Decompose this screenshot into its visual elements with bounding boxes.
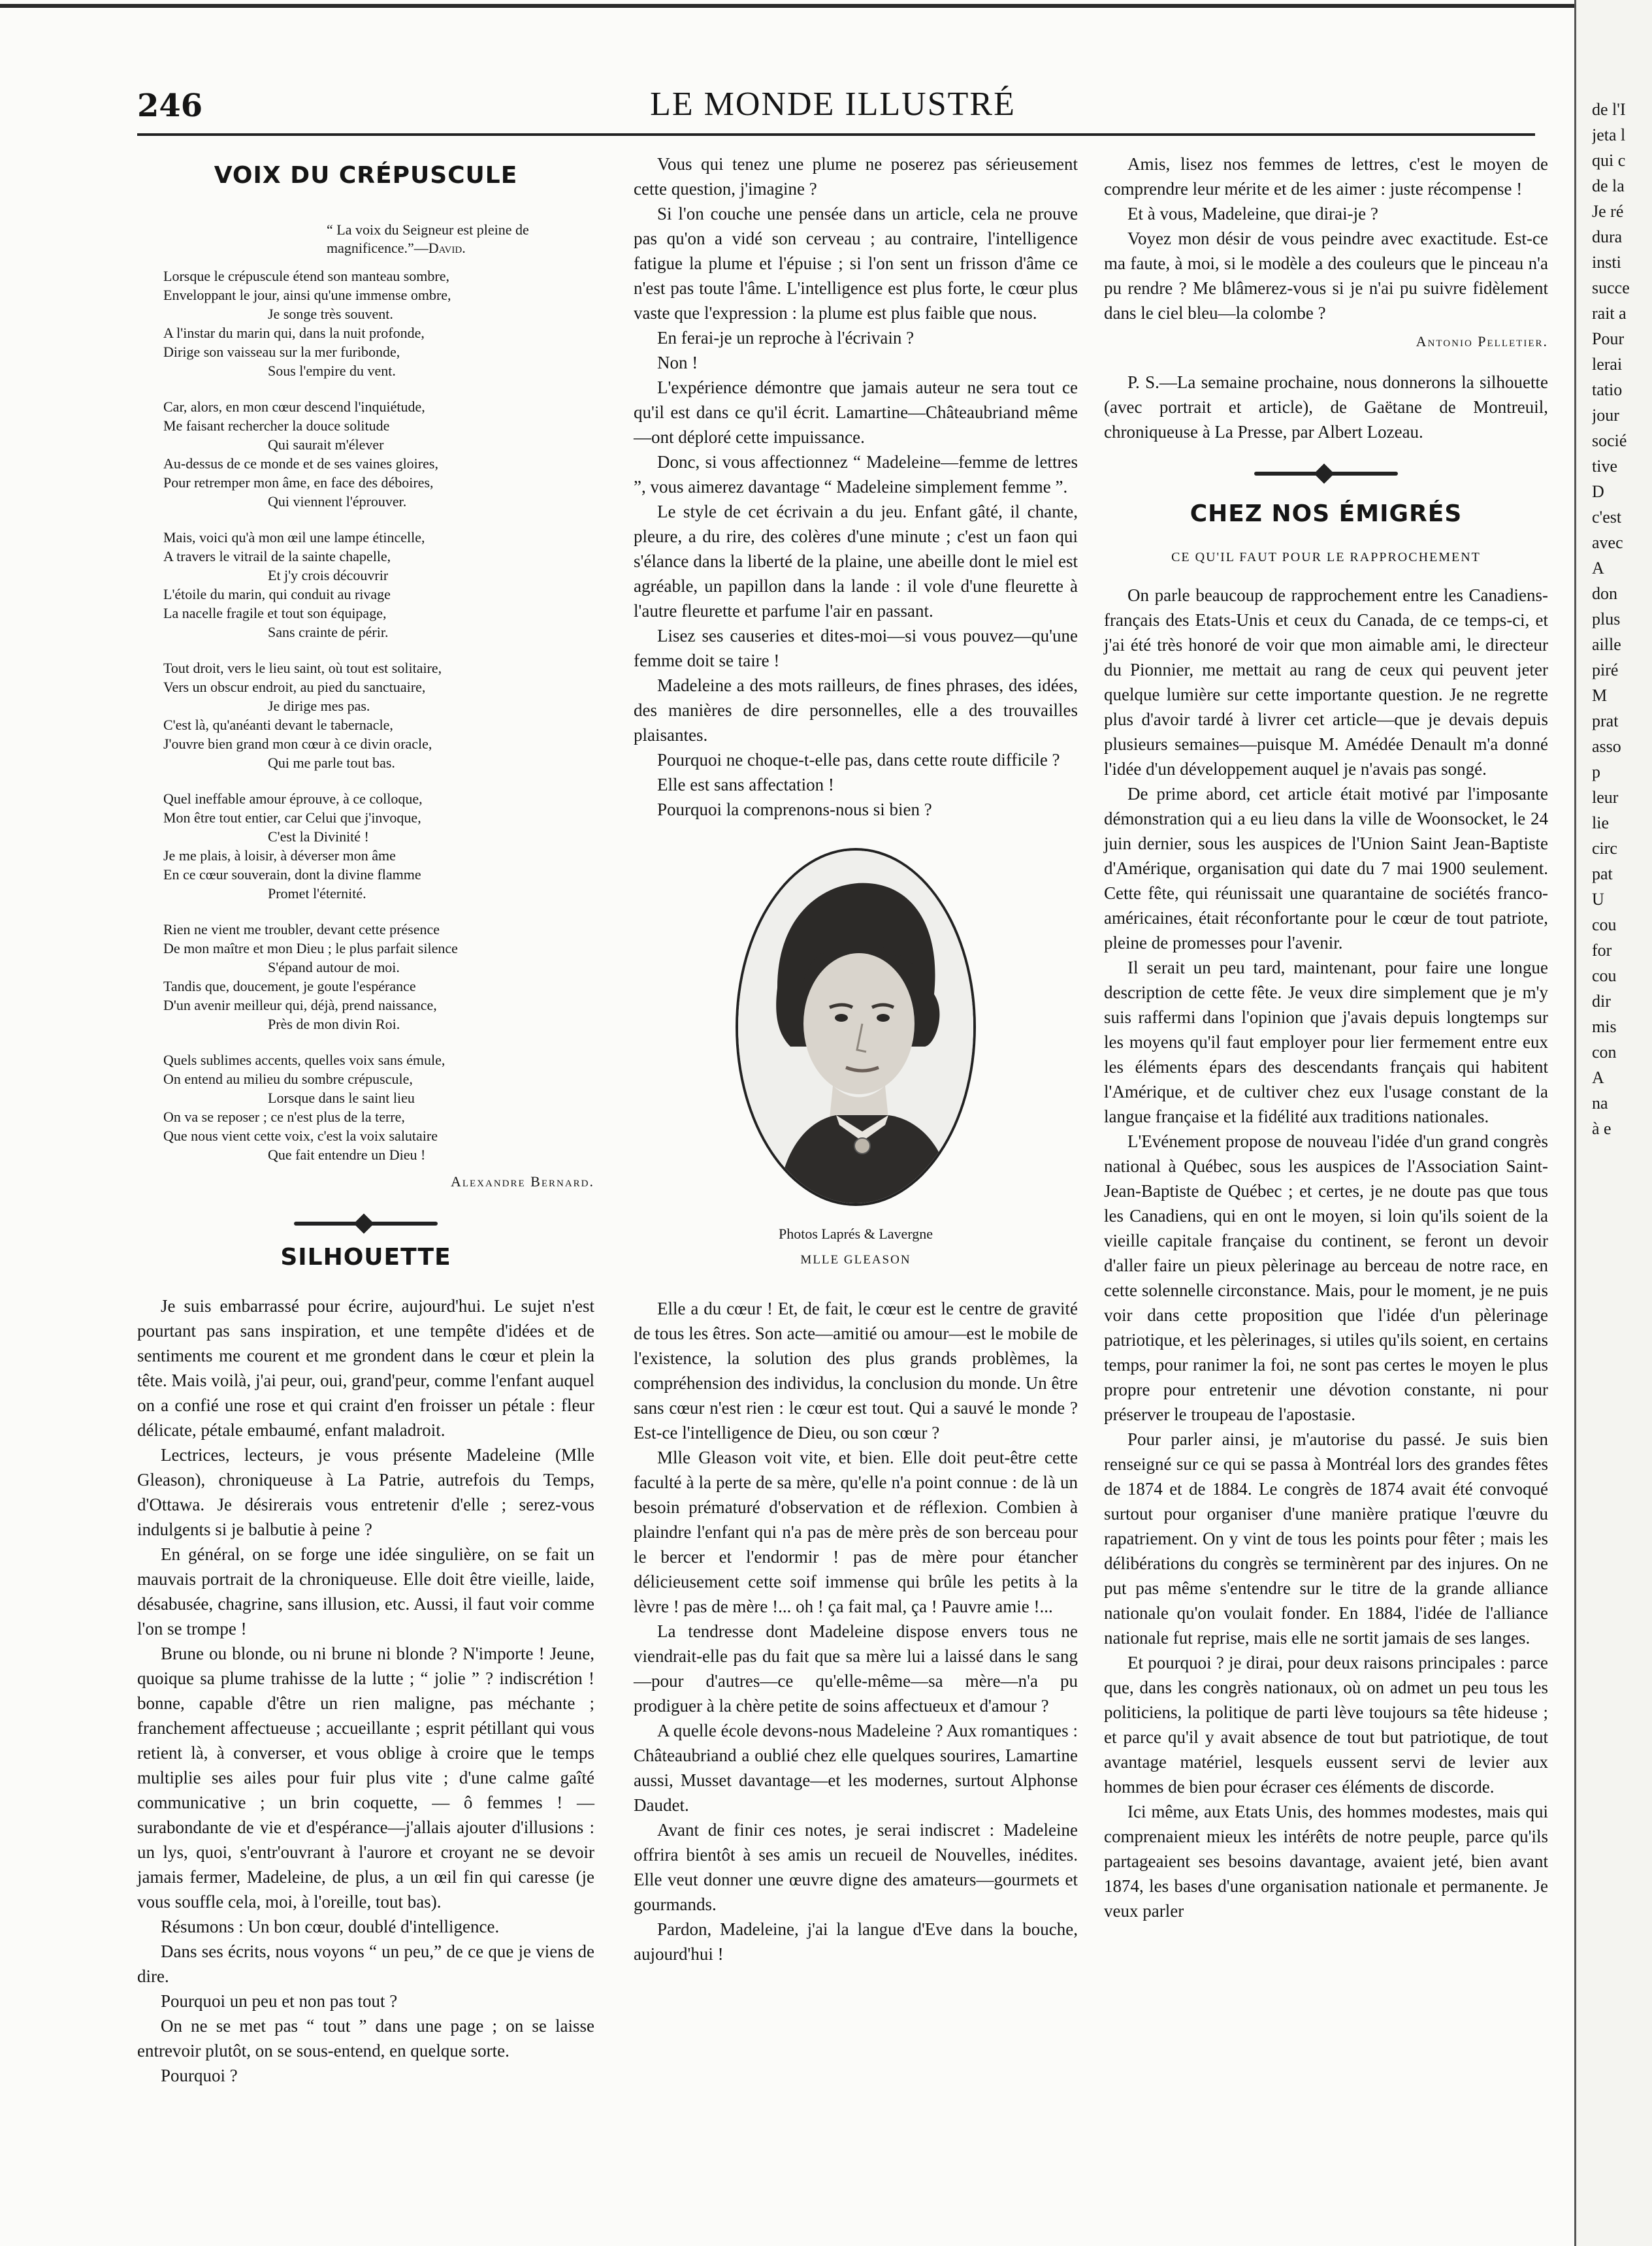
column-2: [634, 152, 1078, 1966]
poem-line: A travers le vitrail de la sainte chapelle,: [163, 548, 391, 564]
paragraph: Brune ou blonde, ou ni brune ni blonde ? N'importe ! Jeune, quoique sa plume trahisse de la lutte ; “ jolie ” ? indiscrétion ! bonne, capable d'être un rien maligne, pas méchante ; franchement affectueuse ; accueillante ; esprit pétillant qui vous retient là, à converser, et vous oblige à croire que le temps multiplie ses ailes pour fuir plus vite ; d'une calme gaîté communicative ; un brin coquette, — ô femmes ! — surabondante de vie et d'espérance—j'allais ajouter d'illusions : un lys, quoi, s'entr'ouvrant à l'aurore et croyant ne se devoir jamais fermer, Madeleine, de plus, a un œil fin qui caresse (je vous souffle cela, moi, à l'oreille, tout bas).: [137, 1644, 594, 1912]
poem-line: Qui me parle tout bas.: [268, 755, 395, 771]
fragment-line: lerai: [1592, 355, 1623, 374]
fragment-line: insti: [1592, 253, 1621, 272]
fragment-line: de la: [1592, 176, 1625, 195]
poem-line: J'ouvre bien grand mon cœur à ce divin oracle,: [163, 736, 432, 752]
fragment-line: cou: [1592, 966, 1617, 985]
poem-author: Alexandre Bernard.: [450, 1173, 594, 1190]
poem-stanza: [163, 659, 594, 772]
paragraph: On parle beaucoup de rapprochement entre les Canadiens-français des Etats-Unis et ceux du Canada, de ce temps-ci, et j'ai été très honoré de voir que mon aimable ami, le directeur du Pionnier, me mettait au rang de ceux qui peuvent jeter quelque lumière sur cette importante question. Je ne regrette plus d'avoir tardé à livrer cet article—que je devais depuis plusieurs semaines—puisque M. Amédée Denault m'a donné l'idée d'un développement auquel je n'avais pas songé.: [1104, 585, 1548, 779]
poem-line: Qui saurait m'élever: [268, 436, 384, 453]
fragment-line: Je ré: [1592, 202, 1624, 221]
poem-line: Sans crainte de périr.: [268, 624, 389, 640]
poem-stanza: [163, 1050, 594, 1164]
poem-line: Je me plais, à loisir, à déverser mon âme: [163, 847, 396, 864]
paragraph: Ici même, aux Etats Unis, des hommes modestes, mais qui comprenaient mieux les intérêts de notre peuple, parce qu'ils partageaient ses besoins davantage, avaient jeté, bien avant 1874, les bases d'une organisation nationale et permanente. Je veux parler: [1104, 1802, 1548, 1921]
fragment-line: U: [1592, 890, 1604, 909]
fragment-line: don: [1592, 584, 1617, 603]
silhouette-col1-text: [137, 1294, 594, 2088]
paragraph: L'Evénement propose de nouveau l'idée d'un grand congrès national à Québec, sous les auspices de l'Association Saint-Jean-Baptiste de Québec ; et certes, je ne doute pas que tous les Canadiens, qui en ont le moyen, si loin qu'ils soient de la vieille capitale française du continent, se feront un devoir d'aller faire un pieux pèlerinage au berceau de notre race, en cette solennelle circonstance. Mais, pour le moment, je ne puis voir dans cette proposition que l'idée d'un pèlerinage patriotique, et les pèlerinages, si utiles qu'ils soient, en certains temps, pour ranimer la foi, ne sont pas certes le moyen le plus propre pour entretenir une dévotion constante, ni pour préserver le troupeau de l'apostasie.: [1104, 1131, 1548, 1424]
fragment-line: for: [1592, 941, 1612, 960]
poem-line: C'est là, qu'anéanti devant le tabernacle,: [163, 717, 393, 733]
poem-line: Qui viennent l'éprouver.: [268, 493, 407, 510]
photo-credit: Photos Laprés & Lavergne: [778, 1226, 933, 1242]
poem-line: Que fait entendre un Dieu !: [268, 1147, 426, 1163]
poem-stanza: [163, 920, 594, 1033]
poem-line: Sous l'empire du vent.: [268, 363, 396, 379]
column-3: [1104, 152, 1548, 1923]
fragment-line: qui c: [1592, 151, 1626, 170]
paragraph: Pourquoi ?: [161, 2066, 238, 2085]
poem-stanza: [163, 267, 594, 380]
page-header: [137, 85, 1529, 131]
paragraph: On ne se met pas “ tout ” dans une page ; on se laisse entrevoir plutôt, on se sous-entend, en quelque sorte.: [137, 2016, 594, 2060]
fragment-line: succe: [1592, 278, 1630, 297]
fragment-line: leur: [1592, 788, 1619, 807]
fragment-line: A: [1592, 1068, 1604, 1087]
section-divider: [137, 1207, 594, 1232]
paragraph: En général, on se forge une idée singulière, on se fait un mauvais portrait de la chroniqueuse. Elle doit être vieille, laide, désabusée, chagrine, sans illusion, etc. Aussi, il faut voir comme l'on se trompe !: [137, 1544, 594, 1638]
fragment-line: tatio: [1592, 380, 1623, 399]
poem-line: Vers un obscur endroit, au pied du sanctuaire,: [163, 679, 426, 695]
column-1: [137, 163, 594, 2088]
photo-caption: MLLE GLEASON: [800, 1253, 911, 1267]
paragraph: Voyez mon désir de vous peindre avec exactitude. Est-ce ma faute, à moi, si le modèle a des couleurs que le pinceau n'a pu rendre ? Me blâmerez-vous si je n'ai pu suivre fidèlement dans le ciel bleu—la colombe ?: [1104, 229, 1548, 323]
silhouette-col2-continued: [634, 1296, 1078, 1966]
paragraph: Lisez ses causeries et dites-moi—si vous pouvez—qu'une femme doit se taire !: [634, 626, 1078, 670]
poem-line: Mais, voici qu'à mon œil une lampe étincelle,: [163, 529, 425, 545]
scan-edge-line: [0, 4, 1652, 8]
fragment-line: pat: [1592, 864, 1613, 883]
fragment-line: piré: [1592, 660, 1619, 679]
paragraph: Et pourquoi ? je dirai, pour deux raisons principales : parce que, dans les congrès nationaux, où on admet un peu tous les politiciens, la politique de parti lève toujours sa tête hideuse ; et parce qu'il y avait absence de tout but patriotique, de tout avantage matériel, lesquels eussent servi de levier aux hommes de bien pour écraser ces éléments de discorde.: [1104, 1653, 1548, 1797]
poem-line: Je songe très souvent.: [268, 306, 393, 322]
adjacent-page-strip: [1574, 0, 1652, 2246]
paragraph: L'expérience démontre que jamais auteur ne sera tout ce qu'il est dans ce qu'il écrit. Lamartine—Châteaubriand même—ont déploré cette impuissance.: [634, 378, 1078, 447]
paragraph: Il serait un peu tard, maintenant, pour faire une longue description de cette fête. Je veux dire simplement que je m'y suis raffermi dans l'opinion que j'avais depuis longtemps sur les moyens qu'il faut employer pour lier fermement entre eux les éléments épars des descendants français qui habitent l'Amérique, et de cultiver chez eux l'usage constant de la langue française et la fidélité aux traditions nationales.: [1104, 958, 1548, 1126]
poem-line: Que nous vient cette voix, c'est la voix salutaire: [163, 1128, 438, 1144]
poem-line: Tandis que, doucement, je goute l'espérance: [163, 978, 416, 994]
fragment-line: p: [1592, 762, 1600, 781]
poem-line: En ce cœur souverain, dont la divine flamme: [163, 866, 421, 883]
poem-body: [137, 267, 594, 1164]
emigres-text: [1104, 583, 1548, 1923]
paragraph: Mlle Gleason voit vite, et bien. Elle doit peut-être cette faculté à la perte de sa mère, qu'elle n'a point connue : de là un besoin prématuré d'observation et de réflexion. Combien à plaindre l'enfant qui n'a pas de mère près de son berceau pour le bercer et l'endormir ! pas de mère pour étancher délicieusement cette soif immense qui brûle les petits à la lèvre ! pas de mère !... oh ! ça fait mal, ça ! Pauvre amie !...: [634, 1448, 1078, 1616]
poem-line: Lorsque dans le saint lieu: [268, 1090, 415, 1106]
fragment-line: M: [1592, 686, 1608, 705]
fragment-line: avec: [1592, 533, 1623, 552]
poem-line: L'étoile du marin, qui conduit au rivage: [163, 586, 391, 602]
fragment-line: plus: [1592, 610, 1621, 628]
poem-stanza: [163, 528, 594, 642]
poem-line: Près de mon divin Roi.: [268, 1016, 400, 1032]
page-number: 246: [137, 88, 203, 124]
paragraph: Et à vous, Madeleine, que dirai-je ?: [1127, 204, 1378, 223]
poem-line: Car, alors, en mon cœur descend l'inquiétude,: [163, 399, 425, 415]
poem-title: VOIX DU CRÉPUSCULE: [214, 162, 518, 189]
paragraph: Pourquoi un peu et non pas tout ?: [161, 1991, 398, 2011]
paragraph: Je suis embarrassé pour écrire, aujourd'hui. Le sujet n'est pourtant pas sans inspiration, et une tempête d'idées et de sentiments me courent et me grondent dans le cœur et plein la tête. Mais voilà, j'ai peur, oui, grand'peur, comme l'enfant auquel on a confié une rose et qui craint d'en froisser un pétale : fleur délicate, pétale embaumé, enfant maladroit.: [137, 1296, 594, 1440]
poem-stanza: [163, 789, 594, 903]
poem-line: D'un avenir meilleur qui, déjà, prend naissance,: [163, 997, 437, 1013]
paragraph: Donc, si vous affectionnez “ Madeleine—femme de lettres ”, vous aimerez davantage “ Madeleine simplement femme ”.: [634, 452, 1078, 496]
poem-line: Et j'y crois découvrir: [268, 567, 389, 583]
fragment-line: de l'I: [1592, 100, 1626, 119]
fragment-line: circ: [1592, 839, 1617, 858]
poem-line: Me faisant rechercher la douce solitude: [163, 417, 390, 434]
paragraph: La tendresse dont Madeleine dispose envers tous ne viendrait-elle pas du fait que sa mère lui a laissé dans le sang—pour d'autres—ce qu'elle-même—sa mère—n'a pu prodiguer à la chère petite de soins affectueux et d'amour ?: [634, 1621, 1078, 1716]
fragment-line: jour: [1592, 406, 1619, 425]
emigres-title: CHEZ NOS ÉMIGRÉS: [1190, 500, 1463, 527]
paragraph: Madeleine a des mots railleurs, de fines phrases, des idées, des manières de dire personnelles, elle a des trouvailles plaisantes.: [634, 675, 1078, 745]
fragment-line: na: [1592, 1094, 1608, 1113]
fragment-line: A: [1592, 559, 1604, 578]
silhouette-author: Antonio Pelletier.: [1416, 333, 1548, 350]
postscript: P. S.—La semaine prochaine, nous donnerons la silhouette (avec portrait et article), de Gaëtane de Montreuil, chroniqueuse à La Presse, par Albert Lozeau.: [1104, 372, 1548, 442]
paragraph: Avant de finir ces notes, je serai indiscret : Madeleine offrira bientôt à ses amis un recueil de Nouvelles, inédites. Elle veut donner une œuvre digne des amateurs—gourmets et gourmands.: [634, 1820, 1078, 1914]
paragraph: En ferai-je un reproche à l'écrivain ?: [657, 328, 915, 348]
poem-line: On va se reposer ; ce n'est plus de la terre,: [163, 1109, 405, 1125]
poem-line: Au-dessus de ce monde et de ses vaines gloires,: [163, 455, 438, 472]
paragraph: Elle est sans affectation !: [657, 775, 834, 794]
fragment-line: c'est: [1592, 508, 1622, 527]
poem-line: A l'instar du marin qui, dans la nuit profonde,: [163, 325, 425, 341]
poem-line: C'est la Divinité !: [268, 828, 369, 845]
paragraph: Lectrices, lecteurs, je vous présente Madeleine (Mlle Gleason), chroniqueuse à La Patrie, autrefois du Temps, d'Ottawa. Je désirerais vous entretenir d'elle ; serez-vous indulgents si je balbutie à peine ?: [137, 1445, 594, 1539]
fragment-line: asso: [1592, 737, 1621, 756]
paragraph: Non !: [657, 353, 698, 372]
fragment-line: Pour: [1592, 329, 1625, 348]
fragment-line: mis: [1592, 1017, 1617, 1036]
paragraph: De prime abord, cet article était motivé par l'imposante démonstration qui a eu lieu dans la ville de Woonsocket, le 24 juin dernier, sous les auspices de l'Union Saint Jean-Baptiste d'Amérique, organisation qui date du 7 mai 1900 seulement. Cette fête, qui réunissait une quarantaine de sociétés franco-américaines, était réconfortante pour le cœur de tout patriote, pleine de promesses pour l'avenir.: [1104, 784, 1548, 952]
silhouette-col2-text: [634, 152, 1078, 822]
journal-title: LE MONDE ILLUSTRÉ: [650, 86, 1016, 123]
paragraph: Pardon, Madeleine, j'ai la langue d'Eve dans la bouche, aujourd'hui !: [634, 1919, 1078, 1964]
section-divider: [1104, 457, 1548, 482]
paragraph: Dans ses écrits, nous voyons “ un peu,” de ce que je viens de dire.: [137, 1942, 594, 1986]
poem-line: On entend au milieu du sombre crépuscule,: [163, 1071, 413, 1087]
fragment-line: D: [1592, 482, 1604, 501]
silhouette-title: SILHOUETTE: [280, 1244, 451, 1271]
poem-line: Rien ne vient me troubler, devant cette présence: [163, 921, 440, 937]
paragraph: Pourquoi la comprenons-nous si bien ?: [657, 800, 932, 819]
paragraph: Résumons : Un bon cœur, doublé d'intelligence.: [161, 1917, 500, 1936]
poem-epigraph: [137, 221, 594, 257]
poem-line: Quels sublimes accents, quelles voix sans émule,: [163, 1052, 445, 1068]
fragment-line: tive: [1592, 457, 1617, 476]
paragraph: Vous qui tenez une plume ne poserez pas sérieusement cette question, j'imagine ?: [634, 154, 1078, 199]
poem-line: Tout droit, vers le lieu saint, où tout est solitaire,: [163, 660, 442, 676]
fragment-line: à e: [1592, 1119, 1612, 1138]
poem-line: Je dirige mes pas.: [268, 698, 370, 714]
fragment-line: socié: [1592, 431, 1627, 450]
fragment-line: prat: [1592, 711, 1619, 730]
paragraph: Pourquoi ne choque-t-elle pas, dans cette route difficile ?: [657, 750, 1060, 770]
adjacent-page-fragments: [1592, 97, 1652, 1141]
poem-line: Lorsque le crépuscule étend son manteau sombre,: [163, 268, 450, 284]
poem-line: Pour retremper mon âme, en face des déboires,: [163, 474, 434, 491]
poem-line: Quel ineffable amour éprouve, à ce colloque,: [163, 790, 423, 807]
emigres-subtitle: CE QU'IL FAUT POUR LE RAPPROCHEMENT: [1171, 550, 1481, 564]
poem-line: De mon maître et mon Dieu ; le plus parfait silence: [163, 940, 458, 956]
epigraph-text: “ La voix du Seigneur est pleine de magnificence.”—: [327, 221, 529, 256]
poem-line: Enveloppant le jour, ainsi qu'une immense ombre,: [163, 287, 451, 303]
portrait-figure: [634, 848, 1078, 1270]
paragraph: Si l'on couche une pensée dans un article, cela ne prouve pas qu'on a vidé son cerveau ; au contraire, l'intelligence fatigue la plume et l'épuise ; si l'on sent un frisson d'âme ce n'est pas toute l'âme. L'intelligence est plus forte, le cœur plus vaste que l'expression : la plume est plus faible que nous.: [634, 204, 1078, 323]
paragraph: Elle a du cœur ! Et, de fait, le cœur est le centre de gravité de tous les êtres. Son acte—amitié ou amour—est le mobile de l'existence, la solution des plus grands problèmes, la compréhension des individus, la conclusion du monde. Un être sans cœur n'est rien : le cœur est tout. Qui a sauvé le monde ? Est-ce l'intelligence de Dieu, ou son cœur ?: [634, 1299, 1078, 1442]
epigraph-author: David.: [428, 240, 466, 256]
fragment-line: rait a: [1592, 304, 1627, 323]
fragment-line: aille: [1592, 635, 1621, 654]
fragment-line: con: [1592, 1043, 1617, 1062]
fragment-line: cou: [1592, 915, 1617, 934]
paragraph: Le style de cet écrivain a du jeu. Enfant gâté, il chante, pleure, a du rire, des colères d'une minute ; c'est un faon qui s'élance dans la liberté de la plaine, une abeille dont le miel est agréable, un papillon dans la lande : il vole d'une fleurette à l'autre fleurette et parfume l'air en passant.: [634, 502, 1078, 621]
fragment-line: dura: [1592, 227, 1623, 246]
fragment-line: lie: [1592, 813, 1609, 832]
poem-stanza: [163, 397, 594, 511]
paragraph: Pour parler ainsi, je m'autorise du passé. Je suis bien renseigné sur ce qui se passa à Montréal lors des grandes fêtes de 1874 et de 1884. Le congrès de 1874 avait été convoqué surtout pour organiser d'une manière pratique l'œuvre du rapatriement. On y vint de tous les points pour fêter ; mais les délibérations du congrès se terminèrent par des injures. On ne put pas même s'entendre sur le titre de la grande alliance nationale qu'on voulait fonder. En 1884, l'idée de l'alliance nationale fut reprise, mais elle ne sortit jamais de ses langes.: [1104, 1429, 1548, 1648]
fragment-line: dir: [1592, 992, 1611, 1011]
poem-line: Dirige son vaisseau sur la mer furibonde,: [163, 344, 400, 360]
silhouette-col3-text: [1104, 152, 1548, 325]
paragraph: Amis, lisez nos femmes de lettres, c'est le moyen de comprendre leur mérite et de les aimer : juste récompense !: [1104, 154, 1548, 199]
poem-line: La nacelle fragile et tout son équipage,: [163, 605, 387, 621]
portrait-photo: [736, 848, 976, 1206]
poem-line: Mon être tout entier, car Celui que j'invoque,: [163, 809, 421, 826]
poem-line: Promet l'éternité.: [268, 885, 366, 902]
poem-line: S'épand autour de moi.: [268, 959, 400, 975]
header-rule: [137, 133, 1535, 136]
paragraph: A quelle école devons-nous Madeleine ? Aux romantiques : Châteaubriand a oublié chez elle quelques sourires, Lamartine aussi, Musset davantage—et les modernes, surtout Alphonse Daudet.: [634, 1721, 1078, 1815]
fragment-line: jeta l: [1592, 125, 1626, 144]
